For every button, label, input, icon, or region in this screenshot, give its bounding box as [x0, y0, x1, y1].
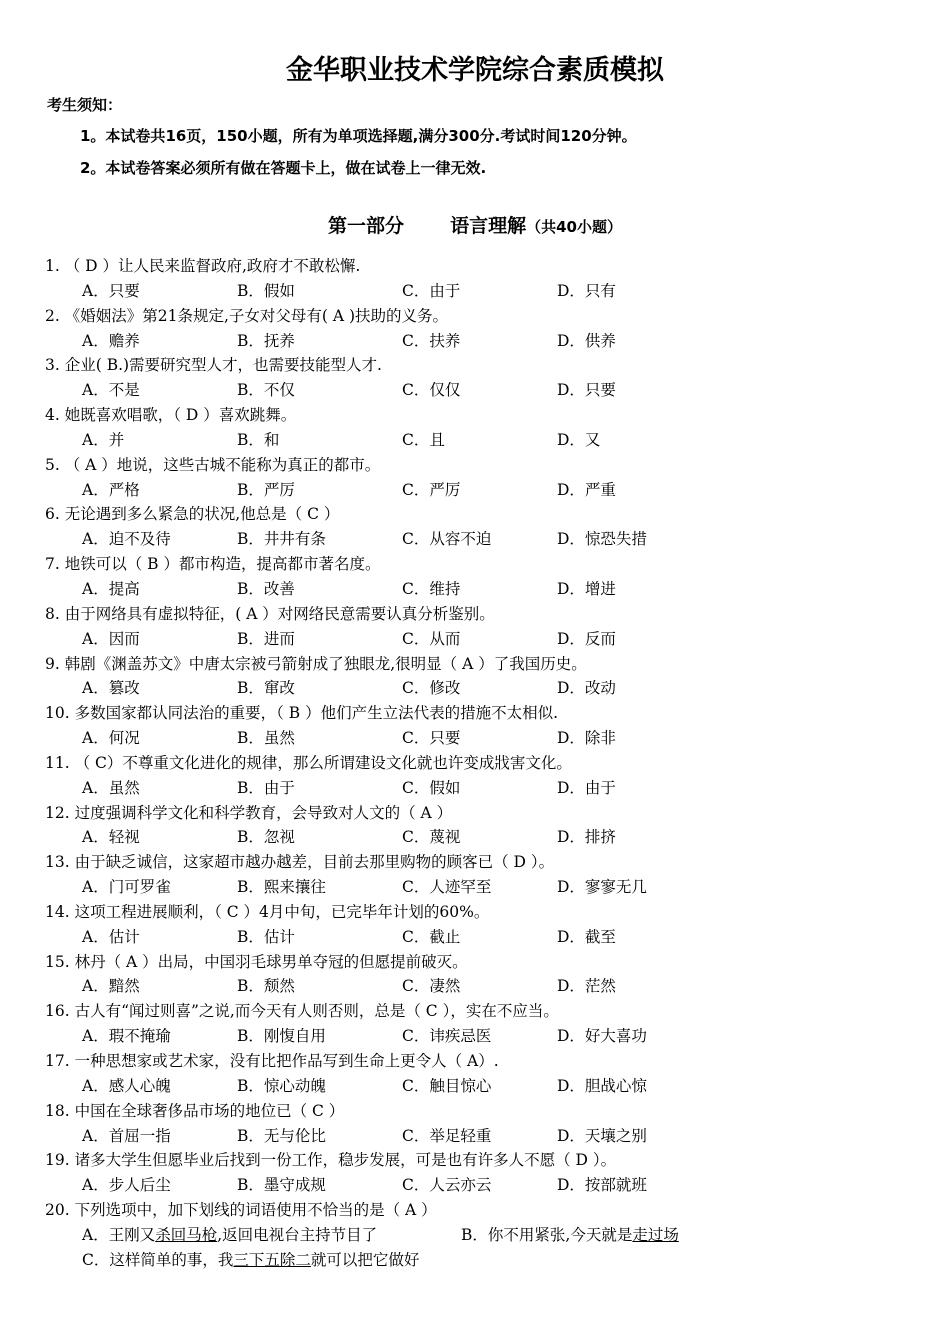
option-d: D．由于 [557, 778, 616, 797]
option-d: D．寥寥无几 [557, 878, 647, 897]
option-d: D．改动 [557, 679, 616, 698]
question-stem: 17. 一种思想家或艺术家，没有比把作品写到生命上更令人（ A）. [45, 1052, 499, 1070]
option-d: D．供养 [557, 331, 616, 350]
question-stem: 5. （ A ）地说，这些古城不能称为真正的都市。 [45, 455, 381, 474]
option-b: B．熙来攘往 [237, 878, 326, 897]
question-12 [45, 801, 925, 851]
question-stem: 14. 这项工程进展顺利，（ C ）4月中旬，已完毕年计划的60%。 [45, 902, 490, 921]
option-b: B．刚愎自用 [237, 1027, 326, 1046]
q20-option-c: C．这样简单的事，我三下五除二就可以把它做好 [82, 1250, 420, 1269]
option-c: C．凄然 [402, 977, 461, 996]
option-c: C．蔑视 [402, 828, 461, 847]
option-c: C．触目惊心 [402, 1076, 492, 1095]
question-2 [45, 304, 925, 354]
option-c: C．截止 [402, 927, 461, 946]
option-a: A．提高 [82, 579, 140, 598]
option-d: D．好大喜功 [557, 1027, 647, 1046]
question-19 [45, 1148, 925, 1198]
option-a: A．迫不及待 [82, 530, 171, 549]
section-part: 第一部分 [328, 215, 405, 237]
q20-option-b-underlined: 走过场 [632, 1225, 679, 1244]
option-c: C．只要 [402, 729, 461, 748]
question-options [45, 875, 925, 900]
q20-options-row-2 [45, 1248, 925, 1273]
option-d: D．截至 [557, 927, 616, 946]
option-b: B．改善 [237, 579, 295, 598]
q20-stem: 20. 下列选项中，加下划线的词语使用不恰当的是（ A ） [45, 1201, 437, 1220]
question-stem: 2. 《婚姻法》第21条规定,子女对父母有( A )扶助的义务。 [45, 306, 449, 325]
question-stem: 9. 韩剧《渊盖苏文》中唐太宗被弓箭射成了独眼龙,很明显（ A ）了我国历史。 [45, 654, 587, 673]
notice-label: 考生须知： [47, 96, 123, 114]
question-stem: 1. （ D ）让人民来监督政府,政府才不敢松懈. [45, 257, 361, 275]
question-options [45, 1074, 925, 1099]
option-c: C．由于 [402, 281, 461, 300]
option-c: C．假如 [402, 778, 461, 797]
question-7 [45, 552, 925, 602]
question-20 [45, 1198, 925, 1273]
option-d: D．反而 [557, 629, 616, 648]
option-d: D．增进 [557, 579, 616, 598]
question-options [45, 1124, 925, 1149]
option-c: C．从而 [402, 629, 461, 648]
option-b: B．估计 [237, 927, 295, 946]
option-d: D．惊恐失措 [557, 530, 647, 549]
question-18 [45, 1099, 925, 1149]
option-c: C．人云亦云 [402, 1176, 492, 1195]
question-stem: 13. 由于缺乏诚信，这家超市越办越差，目前去那里购物的顾客已（ D ）。 [45, 853, 555, 872]
option-d: D．只有 [557, 281, 616, 300]
question-options [45, 776, 925, 801]
question-stem: 12. 过度强调科学文化和科学教育，会导致对人文的（ A ） [45, 803, 453, 822]
option-c: C．仅仅 [402, 381, 461, 400]
question-stem: 8. 由于网络具有虚拟特征，( A ）对网络民意需要认真分析鉴别。 [45, 604, 495, 623]
question-stem: 6. 无论遇到多么紧急的状况,他总是（ C ） [45, 505, 340, 524]
question-options [45, 527, 925, 552]
notice-1: 1。本试卷共16页，150小题，所有为单项选择题,满分300分.考试时间120分钟。 [80, 127, 637, 145]
question-stem: 15. 林丹（ A ）出局，中国羽毛球男单夺冠的但愿提前破灭。 [45, 952, 468, 971]
option-c: C．从容不迫 [402, 530, 492, 549]
option-a: A．黯然 [82, 977, 140, 996]
option-b: B．井井有条 [237, 530, 326, 549]
question-stem: 11. （ C）不尊重文化进化的规律，那么所谓建设文化就也许变成戕害文化。 [45, 753, 572, 772]
question-stem: 4. 她既喜欢唱歌，（ D ）喜欢跳舞。 [45, 406, 297, 425]
option-c: C．举足轻重 [402, 1126, 492, 1145]
option-a: A．赡养 [82, 331, 140, 350]
q20-option-a: A．王刚又杀回马枪,返回电视台主持节目了 [82, 1225, 378, 1244]
option-c: C．讳疾忌医 [402, 1027, 492, 1046]
section-heading [0, 211, 950, 238]
q20-options-row-1 [45, 1223, 925, 1248]
q20-option-b: B．你不用紧张,今天就是走过场 [461, 1225, 679, 1244]
question-10 [45, 701, 925, 751]
q20-option-c-underlined: 三下五除二 [233, 1250, 311, 1269]
question-9 [45, 652, 925, 702]
option-b: B．颓然 [237, 977, 295, 996]
question-4 [45, 403, 925, 453]
option-a: A．篡改 [82, 679, 140, 698]
question-stem: 16. 古人有“闻过则喜”之说,而今天有人则否则，总是（ C ），实在不应当。 [45, 1002, 559, 1021]
option-d: D．茫然 [557, 977, 616, 996]
option-a: A．虽然 [82, 778, 140, 797]
question-options [45, 627, 925, 652]
option-d: D．严重 [557, 480, 616, 499]
option-a: A．首屈一指 [82, 1126, 171, 1145]
question-options [45, 825, 925, 850]
question-options [45, 1173, 925, 1198]
option-c: C．维持 [402, 579, 461, 598]
question-stem: 7. 地铁可以（ B ）都市构造，提高都市著名度。 [45, 555, 381, 574]
option-d: D．只要 [557, 381, 616, 400]
option-b: B．窜改 [237, 679, 295, 698]
option-c: C．扶养 [402, 331, 461, 350]
notice-2: 2。本试卷答案必须所有做在答题卡上，做在试卷上一律无效. [80, 159, 487, 177]
option-a: A．只要 [82, 281, 140, 300]
question-3 [45, 353, 925, 403]
question-16 [45, 999, 925, 1049]
section-name: 语言理解 [450, 215, 527, 237]
option-b: B．忽视 [237, 828, 295, 847]
question-options [45, 925, 925, 950]
option-a: A．因而 [82, 629, 140, 648]
option-b: B．假如 [237, 281, 295, 300]
question-6 [45, 502, 925, 552]
question-stem: 3. 企业( B.)需要研究型人才，也需要技能型人才. [45, 356, 382, 375]
option-d: D．天壤之别 [557, 1126, 647, 1145]
question-options [45, 428, 925, 453]
option-d: D．除非 [557, 729, 616, 748]
option-a: A．何况 [82, 729, 140, 748]
option-b: B．由于 [237, 778, 295, 797]
question-options [45, 478, 925, 503]
question-options [45, 676, 925, 701]
question-17 [45, 1049, 925, 1099]
question-14 [45, 900, 925, 950]
question-11 [45, 751, 925, 801]
question-options [45, 329, 925, 354]
option-b: B．虽然 [237, 729, 295, 748]
question-options [45, 974, 925, 999]
option-b: B．严厉 [237, 480, 295, 499]
option-c: C．人迹罕至 [402, 878, 492, 897]
question-stem: 19. 诸多大学生但愿毕业后找到一份工作，稳步发展，可是也有许多人不愿（ D ）。 [45, 1151, 617, 1170]
option-a: A．严格 [82, 480, 140, 499]
question-13 [45, 850, 925, 900]
question-options [45, 577, 925, 602]
question-stem: 18. 中国在全球奢侈品市场的地位已（ C ） [45, 1101, 345, 1120]
option-b: B．不仅 [237, 381, 295, 400]
option-d: D．胆战心惊 [557, 1076, 647, 1095]
question-stem: 10. 多数国家都认同法治的重要，（ B ）他们产生立法代表的措施不太相似. [45, 704, 559, 723]
question-list [45, 254, 925, 1273]
section-count: （共40小题） [526, 218, 622, 236]
option-b: B．无与伦比 [237, 1126, 326, 1145]
option-a: A．门可罗雀 [82, 878, 171, 897]
option-c: C．严厉 [402, 480, 461, 499]
option-b: B．和 [237, 430, 280, 449]
option-c: C．且 [402, 430, 445, 449]
option-b: B．墨守成规 [237, 1176, 326, 1195]
q20-option-a-underlined: 杀回马枪 [155, 1225, 218, 1244]
option-a: A．并 [82, 430, 125, 449]
page-title: 金华职业技术学院综合素质模拟 [286, 55, 664, 86]
question-1 [45, 254, 925, 304]
option-d: D．按部就班 [557, 1176, 647, 1195]
option-a: A．估计 [82, 927, 140, 946]
question-options [45, 279, 925, 304]
option-a: A．步人后尘 [82, 1176, 171, 1195]
option-a: A．瑕不掩瑜 [82, 1027, 171, 1046]
option-a: A．感人心魄 [82, 1076, 171, 1095]
option-a: A．不是 [82, 381, 140, 400]
option-c: C．修改 [402, 679, 461, 698]
question-5 [45, 453, 925, 503]
question-options [45, 1024, 925, 1049]
option-b: B．抚养 [237, 331, 295, 350]
question-15 [45, 950, 925, 1000]
question-options [45, 378, 925, 403]
question-8 [45, 602, 925, 652]
option-d: D．又 [557, 430, 601, 449]
option-b: B．进而 [237, 629, 295, 648]
option-d: D．排挤 [557, 828, 616, 847]
option-b: B．惊心动魄 [237, 1076, 326, 1095]
question-options [45, 726, 925, 751]
option-a: A．轻视 [82, 828, 140, 847]
